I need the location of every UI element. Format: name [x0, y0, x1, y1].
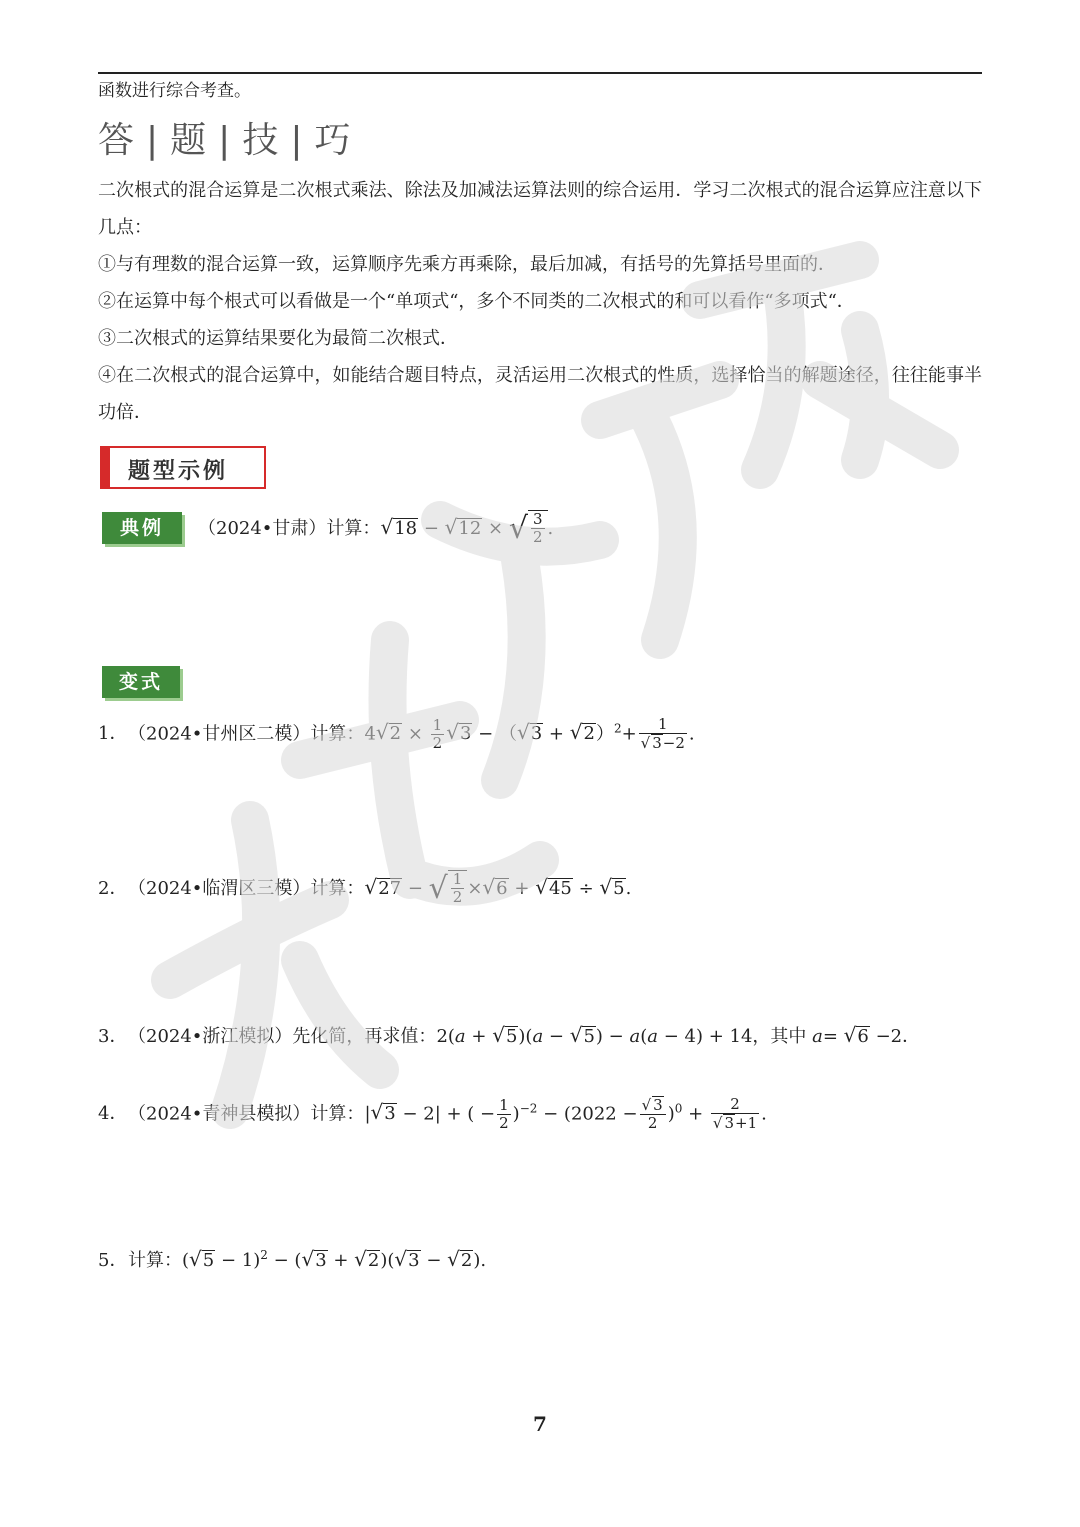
radicand: 3 [724, 1114, 734, 1133]
problem-2 [98, 870, 631, 907]
radical-sign: √ [569, 1023, 583, 1047]
expr-part: )( [380, 1250, 395, 1271]
radical-sign: √ [364, 874, 378, 899]
radical-sign: √ [301, 1247, 315, 1271]
problem-4 [98, 1096, 767, 1133]
title-char-4: 巧 [314, 120, 353, 161]
radical-sign: √ [641, 1096, 652, 1114]
radicand: 2 [367, 1250, 380, 1271]
watermark-stroke [230, 820, 261, 1110]
expr-part: ) − [595, 1026, 630, 1047]
variant-tag: 变式 [102, 666, 180, 698]
operator: × [407, 723, 423, 745]
title-sep-3: | [290, 120, 305, 161]
watermark-stroke [388, 640, 411, 880]
numerator: 1 [432, 715, 443, 734]
radicand: 3 [653, 1096, 663, 1114]
example-problem [198, 510, 553, 547]
problem-number: 1． [98, 723, 128, 745]
denominator: 2 [499, 1113, 509, 1132]
expr-part: − [420, 1250, 448, 1271]
watermark-stroke [650, 420, 678, 640]
numerator: 3 [533, 510, 543, 528]
expr-part: − [543, 1026, 570, 1047]
expr-part: | [364, 1103, 371, 1125]
denominator [639, 734, 687, 752]
radicand: 2 [583, 723, 595, 745]
page-number: 7 [533, 1412, 547, 1436]
tip-point-4: ④在二次根式的混合运算中，如能结合题目特点，灵活运用二次根式的性质，选择恰当的解题途径，往往能事半功倍． [98, 365, 982, 423]
expr-part: + [327, 1250, 355, 1271]
problem-number: 2． [98, 877, 128, 899]
radicand: 12 [458, 517, 482, 539]
coefficient: 4 [364, 723, 376, 745]
expr-part: 2( [436, 1026, 455, 1047]
operator: + [548, 723, 564, 745]
radicand: 3 [652, 734, 662, 753]
exponent: −2 [519, 1101, 538, 1116]
fraction [531, 511, 545, 547]
title-char-2: 题 [170, 120, 209, 161]
example-tag: 典例 [102, 512, 182, 544]
radicand: 5 [583, 1026, 595, 1047]
operator: − [423, 517, 439, 539]
tip-point-3: ③二次根式的运算结果要化为最简二次根式． [98, 328, 458, 349]
period: . [688, 723, 695, 745]
radical-fraction [528, 510, 548, 547]
problem-source: （2024•青神县模拟）计算： [128, 1103, 365, 1125]
title-sep-2: | [218, 120, 233, 161]
radical-sign: √ [375, 720, 389, 745]
problem-source: （2024•临渭区三模）计算： [128, 877, 365, 899]
problem-number: 3． [98, 1026, 128, 1047]
tip-intro: 二次根式的混合运算是二次根式乘法、除法及加减法运算法则的综合运用．学习二次根式的混合运算应注意以下几点： [98, 180, 982, 238]
radical-sign: √ [370, 1100, 384, 1125]
radicand: 2 [389, 723, 402, 745]
fraction [431, 717, 445, 753]
radicand: 6 [857, 1026, 869, 1047]
radicand: 2 [460, 1250, 473, 1271]
expr-part: + [682, 1103, 709, 1125]
expr-part: − 2| + ( − [396, 1103, 496, 1125]
banner-accent-bar [102, 448, 110, 487]
operator: + [514, 877, 530, 899]
fraction [497, 1097, 511, 1133]
expr-part: − ( [267, 1250, 302, 1271]
fraction [451, 871, 465, 907]
problem-5 [98, 1246, 486, 1272]
title-char-3: 技 [242, 120, 281, 161]
radical-sign: √ [712, 1114, 723, 1133]
denominator: 2 [533, 528, 543, 547]
paren: （ [498, 723, 517, 745]
problem-number: 5． [98, 1250, 128, 1271]
radicand: 3 [408, 1250, 420, 1271]
radical-sign: √ [380, 514, 394, 539]
radicand: 5 [202, 1250, 215, 1271]
expr-part: −2． [869, 1026, 921, 1047]
expr-part: − 1) [215, 1250, 261, 1271]
fraction [639, 716, 687, 753]
expr-part: ) [512, 1103, 520, 1125]
title-char-1: 答 [98, 120, 137, 161]
fraction [711, 1096, 759, 1133]
radicand: 3 [459, 723, 472, 745]
radical-sign: √ [446, 720, 459, 745]
radicand: 3 [315, 1250, 327, 1271]
radicand: 3 [530, 723, 543, 745]
exponent: 2 [613, 721, 622, 736]
paren: ） [595, 723, 614, 745]
radical-sign: √ [447, 1247, 460, 1271]
radical-sign: √ [492, 1023, 505, 1047]
radical-sign: √ [444, 514, 458, 539]
radical-sign: √ [640, 734, 651, 753]
problem-number: 4． [98, 1103, 128, 1125]
expr-part: ). [473, 1250, 487, 1271]
title-sep-1: | [146, 120, 161, 161]
numerator: 1 [639, 716, 687, 734]
radicand: 27 [378, 877, 402, 899]
radical-fraction [448, 870, 468, 907]
radical-sign: √ [599, 874, 613, 899]
variable-a: a [454, 1026, 466, 1047]
radical-sign: √ [516, 720, 530, 745]
example-banner [100, 446, 266, 489]
numerator [640, 1096, 666, 1115]
operator: × [467, 877, 483, 899]
radical-sign: √ [428, 871, 448, 907]
expr-part: + [465, 1026, 493, 1047]
numerator: 1 [499, 1095, 509, 1114]
period: . [761, 1103, 767, 1125]
watermark-stroke [170, 900, 330, 980]
radical-sign: √ [394, 1247, 408, 1271]
expr-part: ( [640, 1026, 648, 1047]
operator: × [488, 517, 504, 539]
numerator: 2 [711, 1096, 759, 1114]
numerator: 1 [452, 870, 463, 888]
radicand: 18 [394, 517, 418, 539]
radical-sign: √ [569, 720, 583, 745]
operator: + [621, 723, 637, 745]
radicand: 45 [548, 877, 572, 899]
expr-part: = [822, 1026, 844, 1047]
expr-part: )( [518, 1026, 533, 1047]
operator: ÷ [578, 877, 594, 899]
radical-sign: √ [843, 1023, 857, 1047]
section-title [98, 112, 352, 163]
problem-source: （2024•浙江模拟）先化简，再求值： [128, 1026, 437, 1047]
denominator-rest: −2 [662, 734, 685, 753]
variable-a: a [532, 1026, 544, 1047]
denominator: 2 [432, 733, 443, 752]
denominator [711, 1114, 759, 1132]
denominator-rest: +1 [735, 1114, 758, 1133]
operator: − [407, 877, 423, 899]
watermark-stroke [300, 960, 380, 1070]
radicand: 5 [613, 877, 625, 899]
period: . [625, 877, 632, 899]
radical-sign: √ [354, 1247, 367, 1271]
problem-source: （2024•甘州区二模）计算： [128, 723, 365, 745]
header-continuation-text: 函数进行综合考查。 [98, 81, 251, 101]
denominator: 2 [647, 1114, 658, 1133]
radical-sign: √ [535, 874, 548, 899]
expr-part: − (2022 − [537, 1103, 638, 1125]
variable-a: a [812, 1026, 823, 1047]
problem-source: 计算： [128, 1250, 182, 1271]
period: . [547, 517, 554, 539]
exponent: 2 [260, 1248, 268, 1262]
variable-a: a [629, 1026, 641, 1047]
tip-point-1: ①与有理数的混合运算一致，运算顺序先乘方再乘除，最后加减，有括号的先算括号里面的． [98, 254, 836, 275]
expr-part: ) [667, 1103, 675, 1125]
expr-part: ( [182, 1250, 190, 1271]
exponent: 0 [674, 1101, 683, 1116]
radical-sign: √ [189, 1247, 202, 1271]
radical-sign: √ [482, 874, 496, 899]
fraction [640, 1096, 666, 1133]
variable-a: a [647, 1026, 658, 1047]
problem-3 [98, 1022, 920, 1048]
radical-sign: √ [508, 511, 528, 547]
banner-label: 题型示例 [128, 459, 229, 484]
denominator: 2 [452, 888, 463, 907]
tip-point-2: ②在运算中每个根式可以看做是一个“单项式“，多个不同类的二次根式的和可以看作“多项式“． [98, 291, 855, 312]
problem-1 [98, 716, 695, 753]
expr-part: − 4) + 14，其中 [657, 1026, 813, 1047]
radicand: 3 [384, 1103, 396, 1125]
example-source: （2024•甘肃）计算： [198, 517, 381, 539]
operator: − [478, 723, 494, 745]
radicand: 5 [505, 1026, 518, 1047]
radicand: 6 [496, 877, 508, 899]
header-rule [98, 72, 982, 74]
